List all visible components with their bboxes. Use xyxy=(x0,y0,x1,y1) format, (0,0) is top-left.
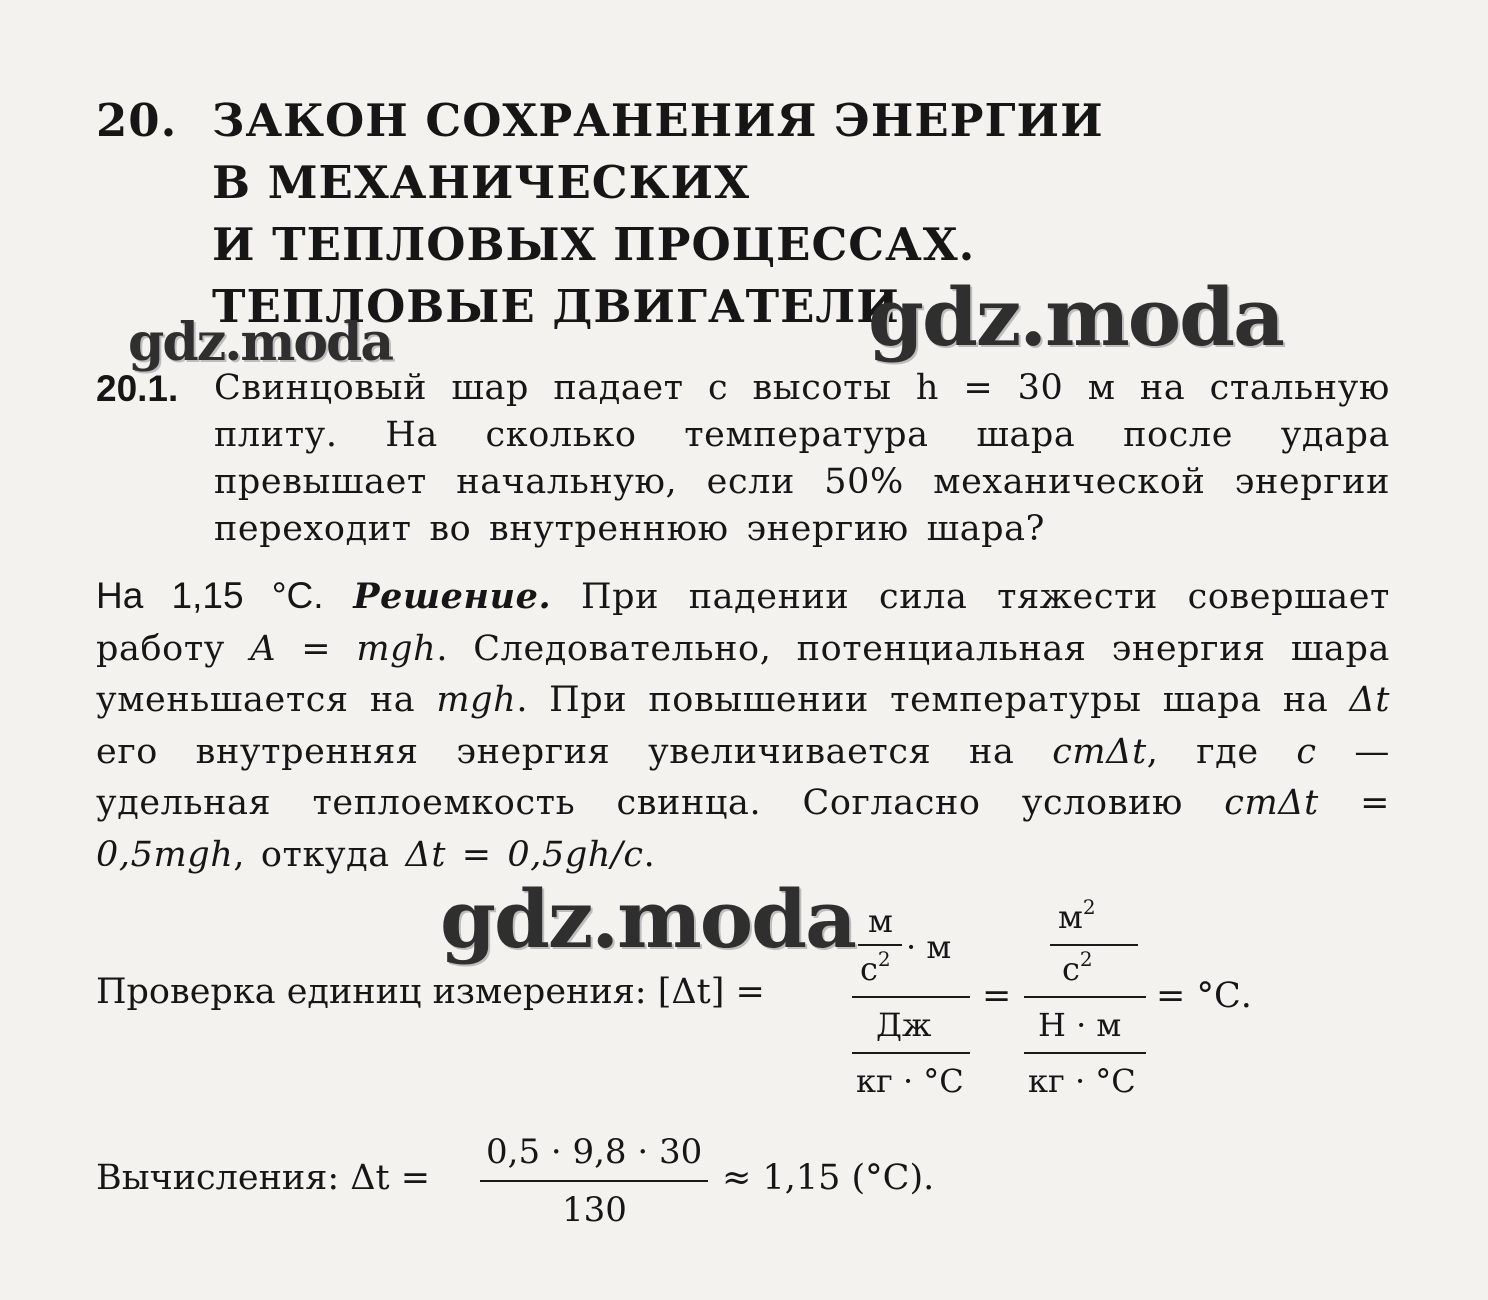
reverse-side-bleed xyxy=(40,0,1440,50)
frac1-top-mult: · м xyxy=(906,928,952,966)
formula: Δt xyxy=(1349,680,1391,720)
calculation-denominator: 130 xyxy=(562,1190,627,1230)
solution-block xyxy=(96,570,1390,881)
frac1-top-den xyxy=(860,947,891,988)
section-title-line: ЗАКОН СОХРАНЕНИЯ ЭНЕРГИИ xyxy=(212,94,1104,147)
formula: A = mgh xyxy=(250,628,437,669)
solution-text: , откуда xyxy=(233,834,390,875)
frac1-top-den-text: с xyxy=(860,950,878,988)
section-number: 20. xyxy=(96,94,178,147)
calculation-bar xyxy=(480,1180,708,1182)
frac2-top-num-text: м xyxy=(1058,898,1083,936)
frac2-top-den xyxy=(1062,947,1093,988)
solution-text: . xyxy=(643,834,656,875)
units-check-label-text: Проверка единиц измерения: xyxy=(96,972,647,1012)
frac1-bottom-bar xyxy=(852,1052,970,1054)
solution-text: его внутренняя энергия увеличивается на xyxy=(96,731,1015,772)
watermark: gdz.moda xyxy=(128,312,393,373)
frac1-main-bar xyxy=(852,996,970,998)
section-title-line: И ТЕПЛОВЫХ ПРОЦЕССАХ. xyxy=(212,218,976,271)
frac2-bottom-bar xyxy=(1024,1052,1146,1054)
frac1-top-den-exp: 2 xyxy=(877,947,891,971)
calculation-lhs: Δt = xyxy=(350,1158,431,1198)
solution-text: . Следовательно, потенциальная энергия шара уменьшается на xyxy=(96,628,1390,720)
frac1-bottom-den: кг · °С xyxy=(856,1062,964,1100)
section-title-line: ТЕПЛОВЫЕ ДВИГАТЕЛИ xyxy=(212,280,900,333)
formula: c xyxy=(1296,731,1317,772)
units-check-lhs: [Δt] = xyxy=(657,972,765,1012)
solution-text: При падении сила тяжести совершает работу xyxy=(96,577,1390,669)
solution-text: . При повышении температуры шара на xyxy=(516,680,1329,720)
calculation-label xyxy=(96,1158,430,1198)
calculation-label-text: Вычисления: xyxy=(96,1158,340,1198)
frac2-bottom-num: Н · м xyxy=(1038,1006,1122,1044)
watermark: gdz.moda xyxy=(440,872,855,966)
frac2-main-bar xyxy=(1024,996,1146,998)
calculation-numerator: 0,5 · 9,8 · 30 xyxy=(486,1132,703,1172)
units-result: = °С. xyxy=(1156,976,1252,1016)
frac2-top-small-bar xyxy=(1050,944,1138,946)
frac1-top-num: м xyxy=(868,902,893,940)
problem-number: 20.1. xyxy=(96,368,179,409)
formula: cmΔt = 0,5mgh xyxy=(96,783,1390,875)
watermark: gdz.moda xyxy=(868,270,1283,364)
calculation-result: ≈ 1,15 (°С). xyxy=(722,1158,935,1198)
answer: На 1,15 °С. xyxy=(96,575,324,616)
formula: cmΔt xyxy=(1052,731,1147,772)
frac2-top-num xyxy=(1058,895,1096,936)
frac1-bottom-num: Дж xyxy=(876,1006,932,1044)
frac2-top-den-exp: 2 xyxy=(1079,947,1093,971)
frac1-top-small-bar xyxy=(858,944,902,946)
solution-text: — удельная теплоемкость свинца. Согласно условию xyxy=(96,731,1390,823)
equals-sign: = xyxy=(982,976,1012,1016)
problem-text: Свинцовый шар падает с высоты h = 30 м на стальную плиту. На сколько температура шара после удара превышает начальную, если 50% механической энергии переходит во внутреннюю энергию шара? xyxy=(214,368,1390,549)
frac2-top-den-text: с xyxy=(1062,950,1080,988)
frac2-bottom-den: кг · °С xyxy=(1028,1062,1136,1100)
solution-text: , где xyxy=(1146,731,1259,772)
frac2-top-num-exp: 2 xyxy=(1082,895,1096,919)
units-check-label xyxy=(96,972,765,1012)
formula: mgh xyxy=(436,680,517,720)
formula: Δt = 0,5gh/c xyxy=(405,834,644,875)
section-title-line: В МЕХАНИЧЕСКИХ xyxy=(212,156,750,209)
solution-label: Решение. xyxy=(353,576,552,617)
